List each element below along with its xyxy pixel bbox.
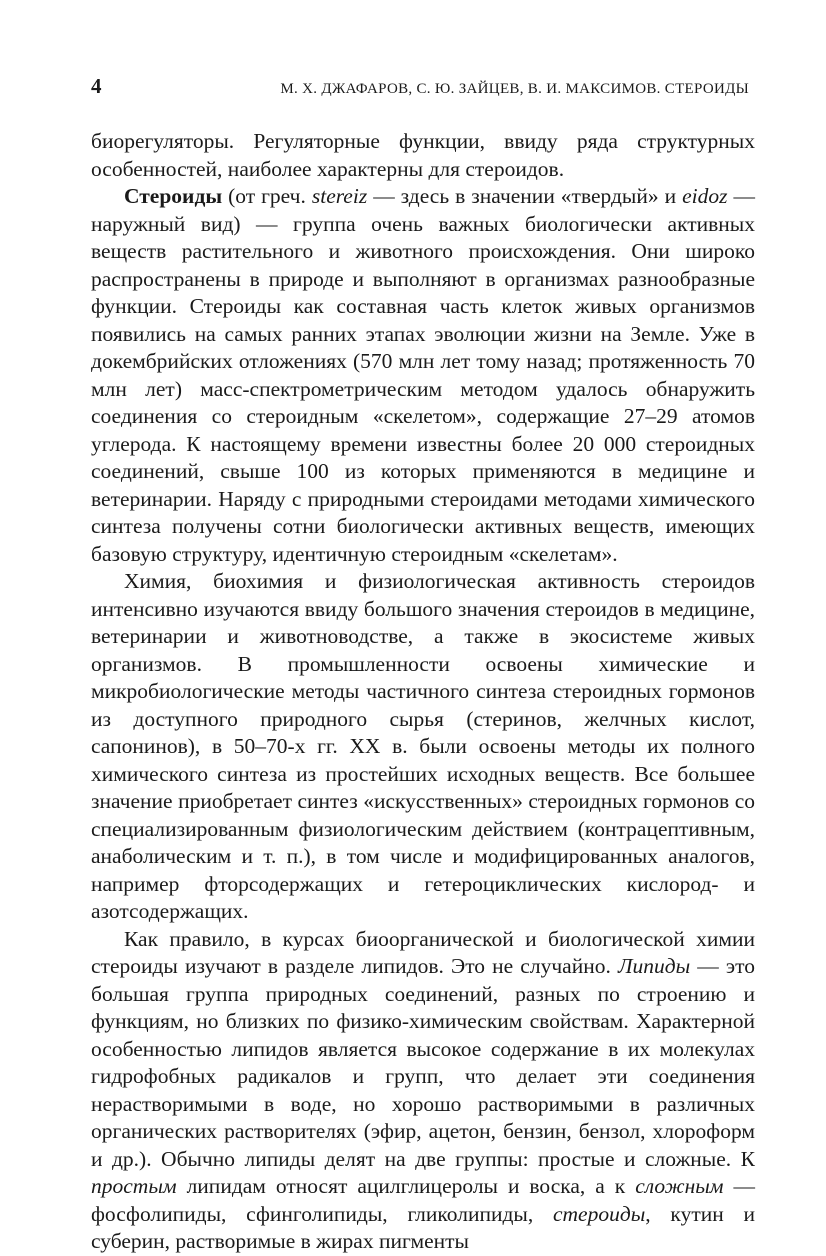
text-run: — фосфолипиды, сфинголипиды, гликолипиды, bbox=[91, 1174, 755, 1226]
term-lipids: Липиды bbox=[617, 954, 691, 978]
greek-word-stereiz: stereiz bbox=[311, 184, 368, 208]
text-run: (от греч. bbox=[222, 184, 312, 208]
page-header bbox=[91, 74, 749, 99]
term-simple: простым bbox=[91, 1174, 177, 1198]
text-run: — наружный вид) — группа очень важных биологически активных веществ растительного и животного происхождения. Они широко распространены в природе и выполняют в организмах разнообразные функции. Стероиды как составная часть клеток живых организмов появились на самых ранних этапах эволюции жизни на Земле. Уже в докембрийских отложениях (570 млн лет тому назад; протяженность 70 млн лет) масс-спектрометрическим методом удалось обнаружить соединения со стероидным «скелетом», содержащие 27–29 атомов углерода. К настоящему времени известны более 20 000 стероидных соединений, свыше 100 из которых применяются в медицине и ветеринарии. Наряду с природными стероидами методами химического синтеза получены сотни биологически активных веществ, имеющих базовую структуру, идентичную стероидным «скелетам». bbox=[91, 184, 755, 566]
paragraph-2 bbox=[91, 183, 755, 568]
text-run: — это большая группа природных соединений, разных по строению и функциям, но близких по физико-химическим свойствам. Характерной особенностью липидов является высокое содержание в их молекулах гидрофобных радикалов и групп, что делает эти соединения нерастворимыми в воде, но хорошо растворимыми в различных органических растворителях (эфир, ацетон, бензин, бензол, хлороформ и др.). Обычно липиды делят на две группы: простые и сложные. К bbox=[91, 954, 755, 1171]
term-steroids: Стероиды bbox=[124, 184, 223, 208]
term-complex: сложным bbox=[635, 1174, 724, 1198]
text-run: Как правило, в курсах биоорганической и биологической химии стероиды изучают в разделе липидов. Это не случайно. bbox=[91, 926, 755, 978]
paragraph-1-text: биорегуляторы. Регуляторные функции, ввиду ряда структурных особенностей, наиболее характерны для стероидов. bbox=[91, 129, 755, 181]
paragraph-1 bbox=[91, 128, 755, 183]
page-number: 4 bbox=[91, 74, 102, 98]
text-run: , кутин и суберин, растворимые в жирах пигменты bbox=[91, 1201, 755, 1253]
running-title: М. Х. ДЖАФАРОВ, С. Ю. ЗАЙЦЕВ, В. И. МАКСИМОВ. СТЕРОИДЫ bbox=[280, 81, 749, 97]
text-run: — здесь в значении «твердый» и bbox=[367, 184, 683, 208]
greek-word-eidoz: eidoz bbox=[682, 184, 728, 208]
paragraph-3 bbox=[91, 568, 755, 926]
text-run: липидам относят ацилглицеролы и воска, а к bbox=[176, 1174, 636, 1198]
paragraph-3-text: Химия, биохимия и физиологическая активность стероидов интенсивно изучаются ввиду большого значения стероидов в медицине, ветеринарии и животноводстве, а также в экосистеме живых организмов. В промышленности освоены химические и микробиологические методы частичного синтеза стероидных гормонов из доступного природного сырья (стеринов, желчных кислот, сапонинов), в 50–70-х гг. XX в. были освоены методы их полного химического синтеза из простейших исходных веществ. Все большее значение приобретает синтез «искусственных» стероидных гормонов со специализированным физиологическим действием (контрацептивным, анаболическим и т. п.), в том числе и модифицированных аналогов, например фторсодержащих и гетероциклических кислород- и азотсодержащих. bbox=[91, 569, 755, 923]
body-text bbox=[91, 128, 755, 1256]
term-steroids-italic: стероиды bbox=[552, 1201, 646, 1226]
paragraph-4 bbox=[91, 926, 755, 1256]
